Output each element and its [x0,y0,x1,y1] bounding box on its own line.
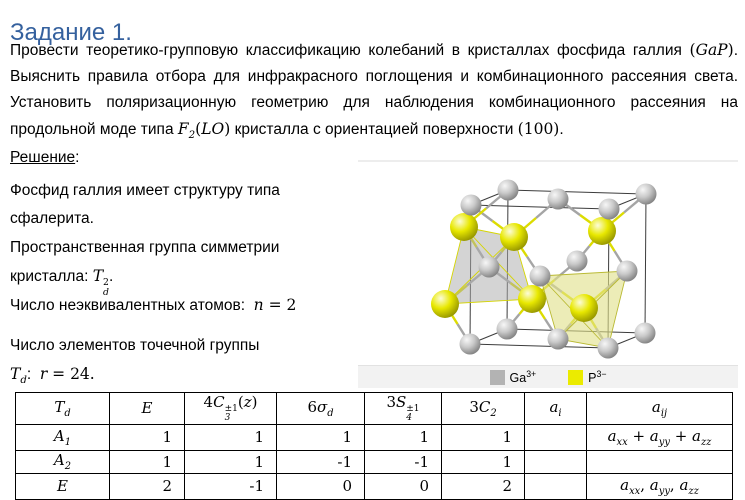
paragraph-line: Число элементов точечной группы [10,337,260,354]
ga-atom [598,338,619,359]
table-cell: 1 [185,450,277,473]
legend-item-p [568,369,606,385]
p-atom [500,223,528,251]
task-paragraph [10,37,738,149]
solution-paragraph [10,177,362,233]
p-atom [570,294,598,322]
solution-paragraph [10,234,362,298]
table-cell: $a_{xx} + a_{yy} + a_{zz}$ [587,424,733,450]
paragraph-line: Пространственная группа симметрии [10,239,280,256]
character-table-header [16,393,733,425]
table-cell: -1 [277,450,365,473]
table-cell: 1 [110,450,185,473]
character-table-body [16,424,733,499]
table-row [16,473,733,499]
table-cell: -1 [185,473,277,499]
table-cell [525,450,587,473]
table-cell [525,473,587,499]
legend-item-ga [490,369,537,385]
table-row [16,424,733,450]
table-cell: $A_2$ [16,450,110,473]
ga-atom [460,334,481,355]
table-cell: 1 [365,424,442,450]
p-atom [431,290,459,318]
header-cell: $6\sigma_d$ [277,393,365,425]
header-cell: $a_{ij}$ [587,393,733,425]
solution-paragraph [10,332,362,395]
task-text-line: Установить поляризационную геометрию для наблюдения комбинационного рассеяния на [10,94,738,111]
table-cell: 1 [442,450,525,473]
table-cell: E [16,473,110,499]
table-cell [525,424,587,450]
table-row [16,450,733,473]
table-cell: 1 [277,424,365,450]
solution-paragraph [10,291,362,320]
table-cell: 1 [185,424,277,450]
table-cell: $a_{xx}$, $a_{yy}$, $a_{zz}$ [587,473,733,499]
figure-legend [358,365,738,388]
table-cell [587,450,733,473]
paragraph-line: кристалла: T 2 d . [10,267,114,298]
table-cell: 2 [110,473,185,499]
header-cell: $a_i$ [525,393,587,425]
table-cell: 2 [442,473,525,499]
ga-atom [461,195,482,216]
ga-atom [498,180,519,201]
ga-atom [599,199,620,220]
task-text-line: Провести теоретико-групповую классификацию колебаний в кристаллах фосфида галлия (GaP). [10,41,738,59]
header-cell: $3C_2$ [442,393,525,425]
paragraph-line: сфалерита. [10,210,94,227]
table-cell: 1 [442,424,525,450]
task-text-line: Выяснить правила отбора для инфракрасного поглощения и комбинационного рассеяния света. [10,68,738,85]
header-cell: 3S ±1 4 [365,393,442,425]
paragraph-line: Фосфид галлия имеет структуру типа [10,182,280,199]
table-cell: 1 [110,424,185,450]
ga-atom [635,323,656,344]
unit-cell-edge [508,190,646,194]
header-cell: 4C ±1 3 (z) [185,393,277,425]
table-cell: $A_1$ [16,424,110,450]
solution-label-colon: : [75,149,80,166]
character-table [15,392,733,500]
ga-atom [636,184,657,205]
p-atom [450,213,478,241]
table-cell: 0 [365,473,442,499]
unit-cell-edge [471,205,609,209]
table-header-row [16,393,733,425]
table-cell: -1 [365,450,442,473]
solution-label-text: Решение [10,149,76,166]
legend-label-p: $P^{3-}$ [588,368,607,386]
task-text-line: продольной моде типа $F_2(LO)$ кристалла с ориентацией поверхности (100). [10,120,564,142]
p-atom [518,285,546,313]
paragraph-line: Число неэквивалентных атомов: n = 2 [10,296,297,314]
ga-atom [497,319,518,340]
unit-cell-edge [645,194,646,333]
ga-atom [548,329,569,350]
ga-atom [548,189,569,210]
legend-swatch-p [568,370,583,385]
legend-label-ga: $Ga^{3+}$ [509,368,537,386]
ga-atom [617,261,638,282]
p-atom [588,217,616,245]
legend-swatch-ga [490,370,505,385]
ga-atom [530,266,551,287]
page-title: Задание 1. [10,19,132,47]
crystal-structure-figure [358,160,738,388]
paragraph-line: $T_d$: r = 24. [10,365,95,387]
crystal-structure-drawing [358,162,738,364]
ga-atom [567,251,588,272]
header-cell: $T_d$ [16,393,110,425]
solution-label [10,149,79,167]
header-cell: E [110,393,185,425]
ga-atom [479,257,500,278]
table-cell: 0 [277,473,365,499]
